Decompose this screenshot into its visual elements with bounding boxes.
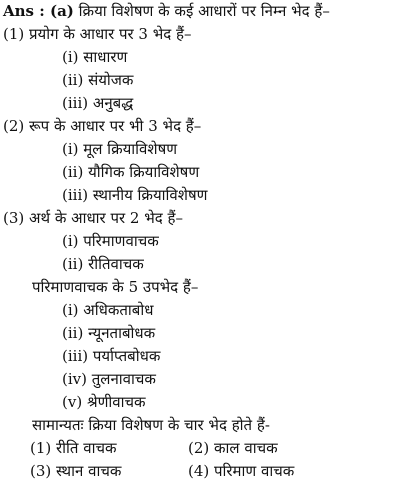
section-3-item-1: (i) परिमाणवाचक	[62, 232, 159, 250]
subsection-item-2: (ii) न्यूनताबोधक	[62, 324, 156, 342]
subsection-item-3: (iii) पर्याप्तबोधक	[62, 347, 161, 365]
section-1-item-3: (iii) अनुबद्ध	[62, 94, 134, 112]
subsection-item-5: (v) श्रेणीवाचक	[62, 393, 146, 411]
general-type-3: (3) स्थान वाचक	[30, 462, 122, 480]
general-type-1: (1) रीति वाचक	[30, 439, 117, 457]
subsection-heading: परिमाणवाचक के 5 उपभेद हैं–	[32, 278, 199, 296]
section-2-item-2: (ii) यौगिक क्रियाविशेषण	[62, 163, 200, 181]
answer-label: Ans : (a)	[3, 2, 74, 20]
section-2-item-3: (iii) स्थानीय क्रियाविशेषण	[62, 186, 208, 204]
section-1-heading: (1) प्रयोग के आधार पर 3 भेद हैं–	[3, 25, 192, 43]
general-type-2: (2) काल वाचक	[188, 439, 278, 457]
general-heading: सामान्यतः क्रिया विशेषण के चार भेद होते हैं-	[32, 416, 270, 434]
answer-intro-line	[3, 0, 330, 22]
section-1-item-2: (ii) संयोजक	[62, 71, 134, 89]
section-1-item-1: (i) साधारण	[62, 48, 128, 66]
subsection-item-4: (iv) तुलनावाचक	[62, 370, 156, 388]
answer-intro: क्रिया विशेषण के कई आधारों पर निम्न भेद हैं–	[78, 2, 330, 20]
section-2-heading: (2) रूप के आधार पर भी 3 भेद हैं–	[3, 117, 202, 135]
section-3-item-2: (ii) रीतिवाचक	[62, 255, 144, 273]
section-3-heading: (3) अर्थ के आधार पर 2 भेद हैं–	[3, 209, 183, 227]
section-2-item-1: (i) मूल क्रियाविशेषण	[62, 140, 178, 158]
general-type-4: (4) परिमाण वाचक	[188, 462, 295, 480]
subsection-item-1: (i) अधिकताबोध	[62, 301, 154, 319]
